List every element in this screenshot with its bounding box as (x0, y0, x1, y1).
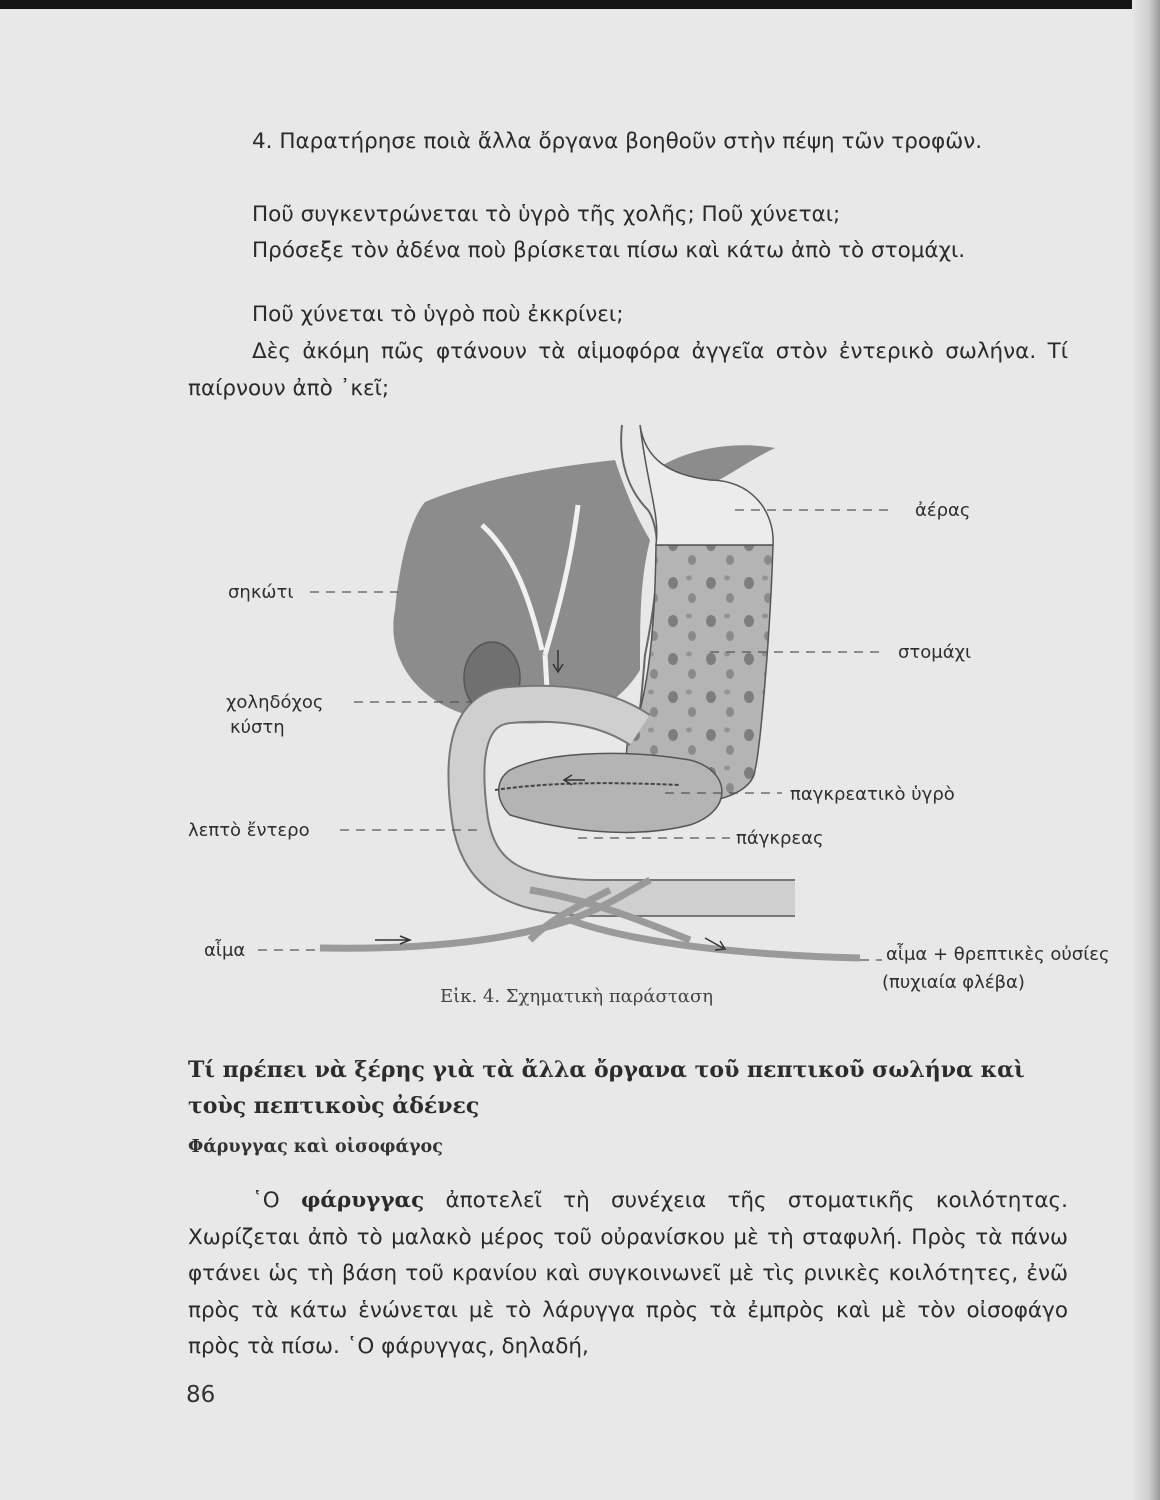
label-gallbladder-line1: χοληδόχος (226, 692, 324, 713)
label-gallbladder-line2: κύστη (230, 717, 285, 738)
label-pancreas: πάγκρεας (736, 828, 824, 849)
question-gland: Πρόσεξε τὸν ἀδένα ποὺ βρίσκεται πίσω καὶ κάτω ἀπὸ τὸ στομάχι. (252, 238, 966, 263)
label-stomach: στομάχι (898, 642, 972, 663)
pharynx-body: ἀποτελεῖ τὴ συνέχεια τῆς στοματικῆς κοιλότητας. Χωρίζεται ἀπὸ τὸ μαλακὸ μέρος τοῦ οὐρανίσκου μὲ τὴ σταφυλή. Πρὸς τὰ πάνω φτάνει ὡς τὴ βάση τοῦ κρανίου καὶ συγκοινωνεῖ μὲ τὶς ρινικὲς κοιλότητες, ἐνῶ πρὸς τὰ κάτω ἑνώνεται μὲ τὸ λάρυγγα πρὸς τὰ ἐμπρὸς καὶ μὲ τὸν οἰσοφάγο πρὸς τὰ πίσω. ῾Ο φάρυγγας, δηλαδή, (188, 1188, 1068, 1359)
liver-shape (393, 460, 650, 723)
digestive-diagram (170, 420, 1130, 1040)
question-blood-vessels: Δὲς ἀκόμη πῶς φτάνουν τὰ αἱμοφόρα ἀγγεῖα στὸν ἐντερικὸ σωλήνα. Τί παίρνουν ἀπὸ ᾿κεῖ; (188, 339, 1068, 401)
question-4: 4. Παρατήρησε ποιὰ ἄλλα ὄργανα βοηθοῦν στὴν πέψη τῶν τροφῶν. (252, 129, 983, 154)
label-portal-vein: (πυχιαία φλέβα) (882, 972, 1025, 993)
label-air: ἀέρας (915, 500, 971, 521)
label-pancreatic-juice: παγκρεατικὸ ὑγρὸ (790, 784, 955, 805)
label-blood: αἷμα (204, 940, 246, 961)
blood-flow-arrow-in (375, 936, 410, 944)
question-secretion: Ποῦ χύνεται τὸ ὑγρὸ ποὺ ἐκκρίνει; (252, 302, 624, 327)
label-blood-nutrients: αἷμα + θρεπτικὲς οὐσίες (886, 944, 1110, 965)
stomach-air-region (640, 425, 773, 545)
section-subtitle: Φάρυγγας καὶ οἰσοφάγος (188, 1137, 443, 1157)
section-title: Τί πρέπει νὰ ξέρης γιὰ τὰ ἄλλα ὄργανα τοῦ πεπτικοῦ σωλήνα καὶ τοὺς πεπτικοὺς ἀδένες (188, 1057, 1025, 1119)
pharynx-paragraph (188, 1183, 1068, 1366)
page-number: 86 (186, 1382, 216, 1408)
scan-top-edge (0, 0, 1160, 9)
label-small-intestine: λεπτὸ ἔντερο (188, 820, 310, 841)
figure-caption: Εἰκ. 4. Σχηματικὴ παράσταση (440, 986, 714, 1007)
pharynx-start: ῾Ο (252, 1188, 301, 1213)
scan-right-edge (1132, 0, 1160, 1500)
label-liver: σηκώτι (228, 582, 294, 603)
pharynx-term: φάρυγγας (300, 1188, 425, 1213)
question-bile: Ποῦ συγκεντρώνεται τὸ ὑγρὸ τῆς χολῆς; Ποῦ χύνεται; (252, 202, 841, 227)
